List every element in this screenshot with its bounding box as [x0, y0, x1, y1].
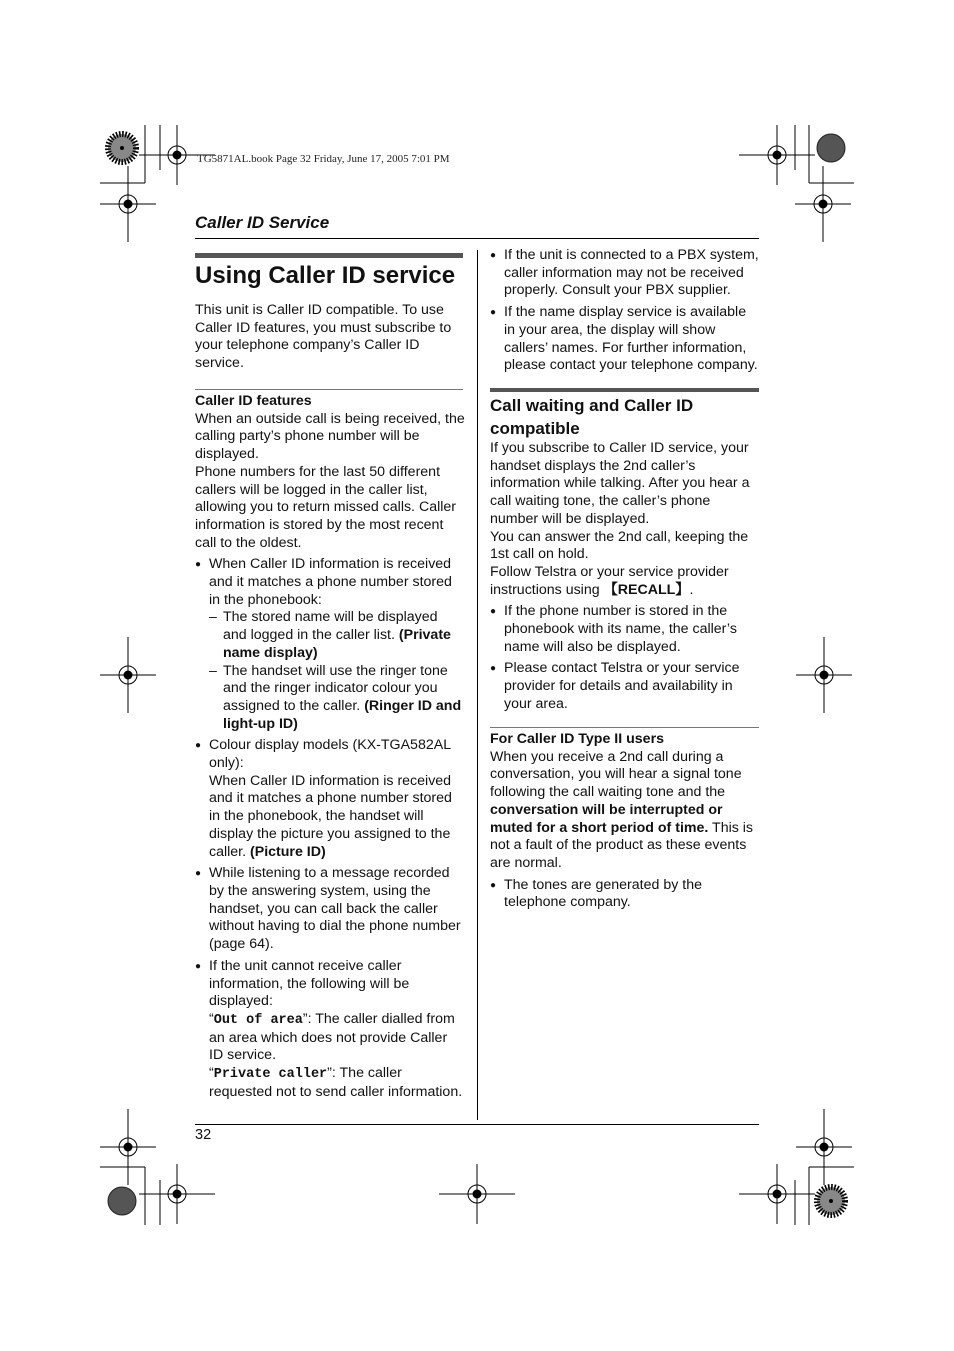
bullet-colour-display: ● Colour display models (KX-TGA582AL only): When Caller ID information is received and it matches a phone number stored in the phonebook, the handset will display the picture you assigned to the caller. (Picture ID): [195, 737, 465, 861]
right-column-top: [490, 247, 760, 375]
left-column-features: [195, 393, 465, 1101]
dash-private-name: – The stored name will be displayed and logged in the caller list. (Private name display): [195, 609, 465, 662]
column-divider: [477, 250, 478, 1120]
title-rule: [195, 253, 463, 258]
bullet-phonebook-name: ● If the phone number is stored in the phonebook with its name, the caller’s name will also be displayed.: [490, 603, 760, 656]
bullet-phonebook-match: ● When Caller ID information is received and it matches a phone number stored in the phonebook:: [195, 556, 465, 609]
private-caller-text: Private caller: [213, 1067, 328, 1083]
call-waiting-rule: [490, 388, 759, 392]
type2-rule: [490, 727, 759, 728]
recall-key: 【RECALL】: [603, 581, 690, 598]
bullet-no-caller-info: ● If the unit cannot receive caller information, the following will be displayed: “Out of area”: The caller dialled from an area which does not provide Caller ID service. “Private caller”: The caller requested not to send caller information.: [195, 958, 465, 1102]
bullet-call-back: ● While listening to a message recorded by the answering system, using the handset, you can call back the caller without having to dial the phone number (page 64).: [195, 865, 465, 954]
call-waiting-paragraph-1: If you subscribe to Caller ID service, your handset displays the 2nd caller’s information while talking. After you hear a call waiting tone, the caller’s phone number will be displayed.: [490, 440, 750, 527]
features-heading: Caller ID features: [195, 393, 312, 409]
page-title: Using Caller ID service: [195, 262, 456, 289]
dash-ringer-id: – The handset will use the ringer tone and the ringer indicator colour you assigned to the caller. (Ringer ID and light-up ID): [195, 663, 465, 734]
call-waiting-heading: Call waiting and Caller ID compatible: [490, 396, 694, 438]
right-column-call-waiting: [490, 394, 760, 714]
page-number: 32: [195, 1127, 212, 1143]
type2-heading: For Caller ID Type II users: [490, 731, 664, 747]
right-column-type2: [490, 731, 760, 912]
type2-paragraph: When you receive a 2nd call during a conversation, you will hear a signal tone following the call waiting tone and the conversation will be interrupted or muted for a short period of time. This is not a fault of the product as these events are normal.: [490, 748, 754, 871]
intro-paragraph: This unit is Caller ID compatible. To use Caller ID features, you must subscribe to your telephone company’s Caller ID service.: [195, 302, 452, 372]
print-info-line: TG5871AL.book Page 32 Friday, June 17, 2005 7:01 PM: [197, 153, 450, 165]
call-waiting-paragraph-2: You can answer the 2nd call, keeping the 1st call on hold.: [490, 528, 749, 563]
call-waiting-paragraph-3: Follow Telstra or your service provider instructions using 【RECALL】.: [490, 563, 729, 598]
bullet-pbx: ● If the unit is connected to a PBX system, caller information may not be received properly. Consult your PBX supplier.: [490, 247, 760, 300]
features-rule: [195, 389, 463, 390]
bullet-name-display: ● If the name display service is available in your area, the display will show callers’ names. For further information, please contact your telephone company.: [490, 304, 760, 375]
section-header: Caller ID Service: [195, 213, 330, 232]
features-paragraph-2: Phone numbers for the last 50 different callers will be logged in the caller list, allowing you to return missed calls. Caller information is stored by the most recent call to the oldest.: [195, 463, 457, 551]
out-of-area-text: Out of area: [213, 1012, 303, 1028]
bullet-tones: ● The tones are generated by the telephone company.: [490, 877, 760, 912]
footer-rule: [195, 1124, 759, 1125]
header-rule: [195, 238, 759, 239]
left-column: [195, 302, 465, 373]
features-paragraph-1: When an outside call is being received, the calling party’s phone number will be displayed.: [195, 410, 465, 463]
bullet-contact-telstra: ● Please contact Telstra or your service provider for details and availability in your area.: [490, 660, 760, 713]
